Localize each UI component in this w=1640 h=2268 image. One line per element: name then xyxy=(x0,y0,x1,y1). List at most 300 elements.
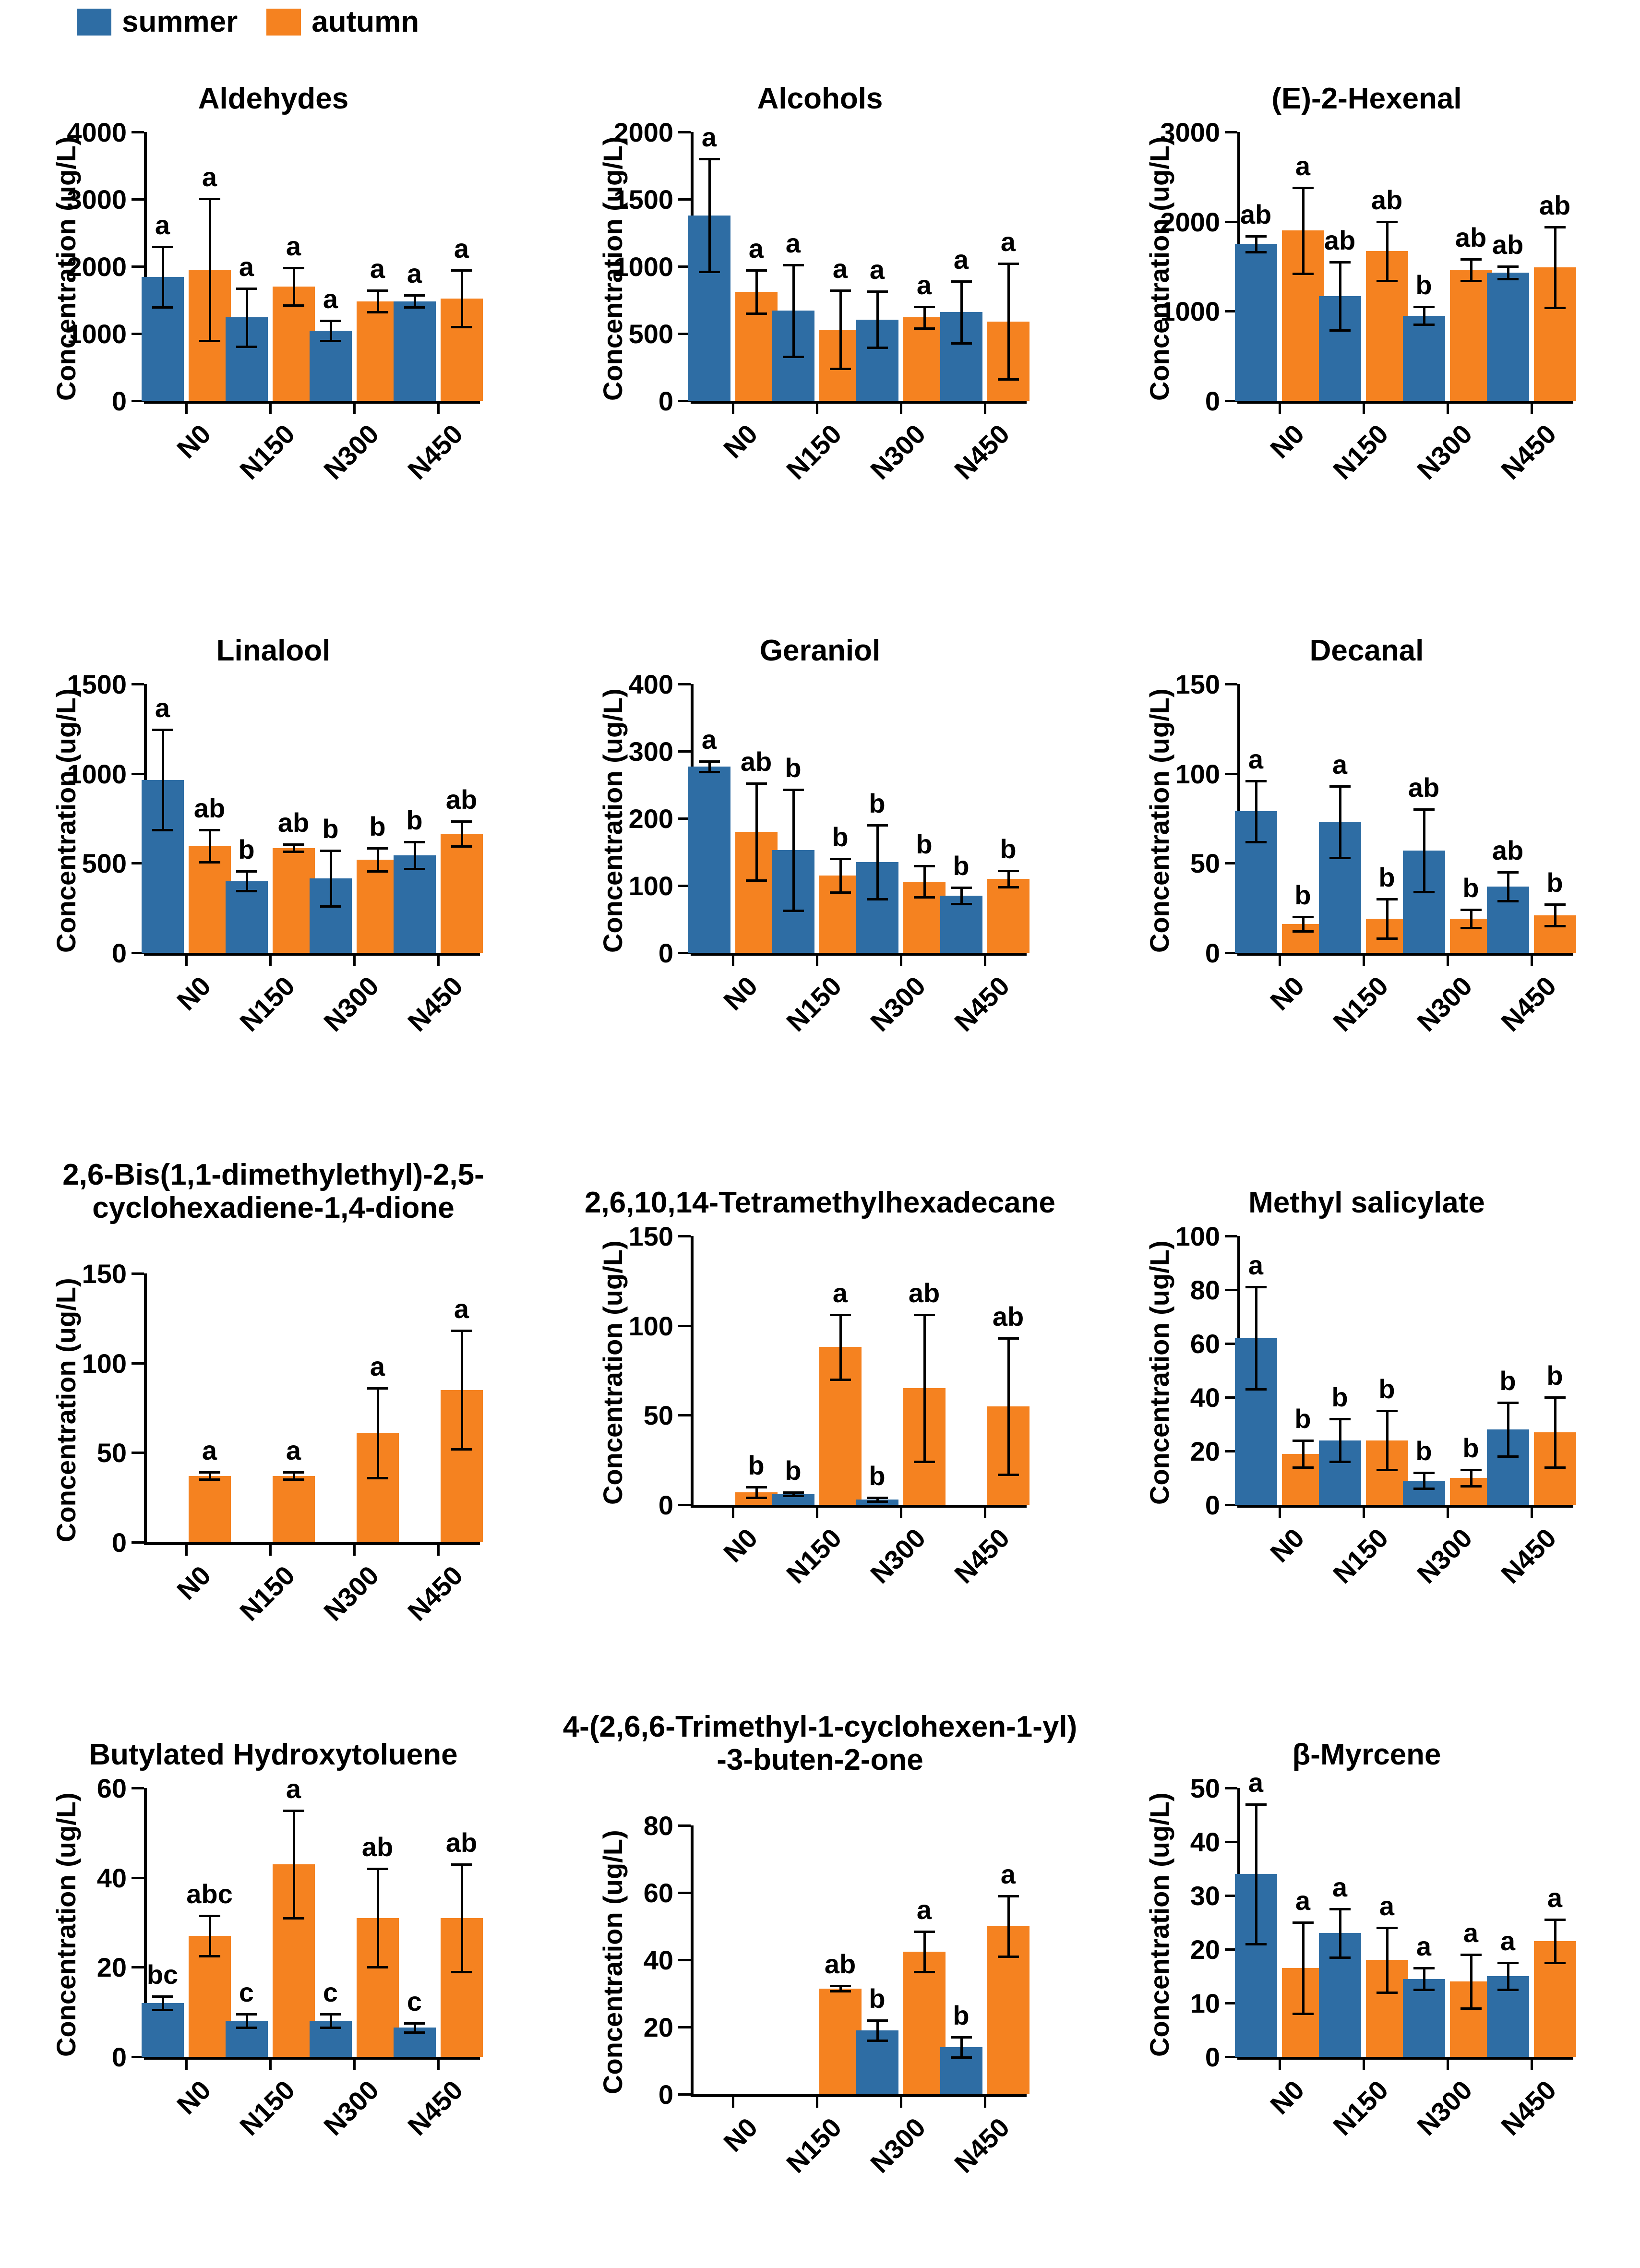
y-tick-label: 1000 xyxy=(67,319,127,349)
y-tick xyxy=(1225,1841,1237,1843)
significance-label: ab xyxy=(740,746,772,777)
y-tick xyxy=(678,2026,691,2028)
legend-label-autumn: autumn xyxy=(311,5,419,38)
plot-area xyxy=(643,1811,1027,2179)
significance-label: b xyxy=(369,811,386,841)
plot-area xyxy=(628,669,1027,1037)
y-tick-label: 60 xyxy=(643,1878,673,1908)
error-bar xyxy=(246,288,248,346)
y-tick-label: 60 xyxy=(96,1773,127,1803)
y-tick-label: 3000 xyxy=(1160,117,1220,147)
error-cap xyxy=(830,1314,851,1316)
x-tick xyxy=(185,1545,188,1556)
y-tick-label: 1000 xyxy=(67,758,127,789)
error-cap xyxy=(367,1868,388,1870)
x-tick-label-N450: N450 xyxy=(401,2074,468,2141)
significance-label: b xyxy=(1000,834,1017,864)
error-cap xyxy=(951,887,972,889)
x-tick xyxy=(437,1545,440,1556)
error-cap xyxy=(404,2022,425,2025)
x-tick-label-N450: N450 xyxy=(948,2112,1015,2179)
error-cap xyxy=(1377,1927,1398,1929)
x-tick xyxy=(185,956,188,966)
x-tick-label-N450: N450 xyxy=(1495,1522,1562,1589)
significance-label: a xyxy=(1248,1767,1264,1798)
significance-label: b xyxy=(1415,1435,1432,1466)
chart-title-alcohols: Alcohols xyxy=(757,82,883,115)
error-cap xyxy=(451,1863,472,1866)
y-tick-label: 3000 xyxy=(67,184,127,215)
error-bar xyxy=(246,2014,248,2028)
error-bar xyxy=(755,270,758,313)
bar-summer-N0 xyxy=(688,767,730,953)
significance-label: b xyxy=(953,851,970,881)
chart-title-butylated-hydroxytoluene: Butylated Hydroxytoluene xyxy=(89,1738,458,1771)
error-bar xyxy=(792,790,795,911)
x-tick xyxy=(1279,1508,1281,1518)
y-tick-label: 50 xyxy=(1190,1773,1220,1803)
x-axis-line xyxy=(1237,401,1573,404)
significance-label: a xyxy=(1379,1891,1395,1921)
error-bar xyxy=(1255,236,1257,252)
y-tick-label: 200 xyxy=(628,804,673,834)
error-bar xyxy=(708,761,711,772)
y-tick xyxy=(678,1959,691,1961)
error-cap xyxy=(199,829,220,831)
chart-title-geraniol: Geraniol xyxy=(759,634,881,667)
y-tick-label: 150 xyxy=(628,1221,673,1251)
error-cap xyxy=(951,342,972,345)
error-cap xyxy=(746,879,767,882)
bar-autumn-N300 xyxy=(903,317,946,401)
y-tick-label: 10 xyxy=(1190,1988,1220,2018)
chart-title-tetramethylhexadecane: 2,6,10,14-Tetramethylhexadecane xyxy=(584,1186,1056,1219)
bar-autumn-N300 xyxy=(357,860,399,953)
error-cap xyxy=(998,263,1019,265)
error-bar xyxy=(209,830,211,862)
x-tick-label-N150: N150 xyxy=(233,418,300,485)
y-axis-label: Concentration (ug/L) xyxy=(51,136,81,401)
error-cap xyxy=(998,1337,1019,1340)
bar-summer-N300 xyxy=(1403,316,1445,401)
error-cap xyxy=(1544,226,1566,228)
significance-label: a xyxy=(832,1278,848,1308)
error-bar xyxy=(923,307,926,328)
x-tick xyxy=(816,956,818,966)
error-cap xyxy=(367,1966,388,1968)
significance-label: a xyxy=(701,724,717,755)
bar-autumn-N450 xyxy=(987,879,1029,953)
error-bar xyxy=(1423,1968,1425,1990)
x-tick xyxy=(437,2060,440,2070)
x-tick xyxy=(984,956,986,966)
error-bar xyxy=(876,825,879,899)
error-bar xyxy=(1470,1955,1472,2008)
error-cap xyxy=(404,841,425,843)
error-bar xyxy=(414,842,416,869)
x-tick xyxy=(1279,404,1281,414)
bar-summer-N0 xyxy=(1235,244,1277,401)
y-tick-label: 0 xyxy=(111,1527,127,1558)
significance-label: b xyxy=(1546,1360,1563,1391)
significance-label: ab xyxy=(445,784,478,815)
error-cap xyxy=(1460,1469,1482,1471)
error-cap xyxy=(1377,937,1398,940)
y-tick xyxy=(1225,131,1237,133)
error-cap xyxy=(1413,1967,1435,1969)
error-cap xyxy=(951,2056,972,2059)
error-cap xyxy=(783,789,804,791)
significance-label: a xyxy=(916,1894,932,1925)
error-cap xyxy=(283,1810,304,1812)
error-cap xyxy=(1497,1455,1519,1458)
error-cap xyxy=(746,312,767,315)
error-cap xyxy=(998,378,1019,381)
significance-label: a xyxy=(202,1435,217,1466)
y-axis-label: Concentration (ug/L) xyxy=(51,688,81,953)
x-tick xyxy=(1531,404,1533,414)
significance-label: a xyxy=(1416,1931,1432,1962)
error-cap xyxy=(1329,857,1351,859)
y-tick-label: 50 xyxy=(643,1400,673,1431)
y-tick-label: 100 xyxy=(1175,758,1220,789)
y-tick-label: 40 xyxy=(96,1862,127,1893)
y-tick xyxy=(132,683,144,685)
error-cap xyxy=(199,1915,220,1917)
error-cap xyxy=(404,868,425,870)
significance-label: ab xyxy=(824,1948,856,1979)
y-tick-label: 150 xyxy=(82,1259,127,1289)
error-bar xyxy=(839,1315,842,1379)
x-tick xyxy=(900,956,902,966)
error-cap xyxy=(451,1971,472,1973)
significance-label: a xyxy=(407,258,422,289)
y-tick-label: 0 xyxy=(1205,2042,1220,2072)
y-tick xyxy=(132,198,144,201)
y-tick-label: 40 xyxy=(1190,1382,1220,1413)
error-cap xyxy=(914,1971,935,1973)
significance-label: a xyxy=(286,1435,301,1466)
error-cap xyxy=(1544,903,1566,906)
error-cap xyxy=(152,246,173,248)
y-tick-label: 20 xyxy=(96,1952,127,1983)
significance-label: a xyxy=(1248,744,1264,774)
y-tick-label: 2000 xyxy=(613,117,673,147)
y-tick xyxy=(132,1787,144,1789)
error-bar xyxy=(1339,262,1341,330)
y-tick xyxy=(1225,1235,1237,1237)
error-cap xyxy=(998,1956,1019,1958)
chart-title-decanal: Decanal xyxy=(1309,634,1424,667)
x-tick-label-N0: N0 xyxy=(170,970,216,1016)
x-tick xyxy=(900,2097,902,2108)
error-cap xyxy=(1245,251,1267,253)
y-tick xyxy=(678,1504,691,1506)
y-axis-label: Concentration (ug/L) xyxy=(598,1240,628,1505)
x-tick-label-N450: N450 xyxy=(1495,970,1562,1037)
x-tick-label-N300: N300 xyxy=(317,1560,384,1627)
error-cap xyxy=(1245,1388,1267,1391)
error-cap xyxy=(830,368,851,370)
significance-label: a xyxy=(1332,749,1348,780)
significance-label: b xyxy=(238,834,255,865)
error-cap xyxy=(320,905,341,908)
error-cap xyxy=(1329,1908,1351,1910)
error-bar xyxy=(1007,1338,1010,1475)
error-bar xyxy=(461,270,463,327)
y-tick-label: 2000 xyxy=(67,252,127,282)
y-tick xyxy=(678,1414,691,1416)
error-cap xyxy=(367,847,388,850)
y-tick-label: 80 xyxy=(1190,1275,1220,1305)
x-tick-label-N300: N300 xyxy=(864,970,931,1037)
significance-label: a xyxy=(155,210,170,240)
x-tick xyxy=(900,1508,902,1518)
significance-label: a xyxy=(953,244,969,275)
significance-label: ab xyxy=(1455,222,1487,253)
significance-label: ab xyxy=(992,1301,1024,1332)
x-axis-line xyxy=(144,401,480,404)
x-tick xyxy=(732,404,734,414)
error-cap xyxy=(152,306,173,309)
significance-label: b xyxy=(1294,1403,1311,1434)
x-tick xyxy=(269,404,272,414)
plot-area xyxy=(1175,669,1573,1037)
error-cap xyxy=(1245,1803,1267,1806)
error-bar xyxy=(293,268,295,305)
x-tick xyxy=(816,404,818,414)
error-cap xyxy=(451,326,472,328)
error-bar xyxy=(1554,1920,1556,1963)
error-cap xyxy=(746,1486,767,1488)
chart-panel-tetramethylhexadecane xyxy=(547,1150,1093,1702)
bar-autumn-N0 xyxy=(189,1476,231,1542)
error-cap xyxy=(699,771,720,773)
significance-label: ab xyxy=(1371,184,1403,215)
significance-label: a xyxy=(916,270,932,300)
chart-title-bis-dimethylethyl-cyclohexadiene-dione: 2,6-Bis(1,1-dimethylethyl)-2,5- cyclohexadiene-1,4-dione xyxy=(62,1158,484,1225)
significance-label: a xyxy=(202,161,217,192)
error-cap xyxy=(914,1461,935,1463)
x-tick-label-N150: N150 xyxy=(1327,1522,1394,1589)
error-cap xyxy=(236,2013,257,2016)
error-cap xyxy=(1329,785,1351,788)
error-cap xyxy=(830,1379,851,1381)
significance-label: a xyxy=(701,122,717,152)
significance-label: b xyxy=(1462,873,1479,903)
x-tick-label-N300: N300 xyxy=(864,1522,931,1589)
error-cap xyxy=(1497,1402,1519,1404)
significance-label: a xyxy=(370,1351,385,1381)
error-cap xyxy=(914,306,935,308)
y-axis-label: Concentration (ug/L) xyxy=(598,688,628,953)
error-cap xyxy=(1245,235,1267,238)
x-tick xyxy=(984,2097,986,2108)
error-cap xyxy=(1377,1410,1398,1412)
error-cap xyxy=(236,870,257,873)
error-cap xyxy=(867,1500,888,1503)
x-tick-label-N0: N0 xyxy=(1264,2074,1310,2120)
y-tick-label: 0 xyxy=(658,938,673,968)
error-cap xyxy=(998,1474,1019,1476)
plot-area xyxy=(67,117,480,485)
chart-title-linalool: Linalool xyxy=(216,634,331,667)
y-tick xyxy=(678,198,691,201)
x-tick-label-N300: N300 xyxy=(317,970,384,1037)
error-cap xyxy=(283,1478,304,1481)
significance-label: a xyxy=(1547,1883,1563,1913)
chart-panel-alcohols xyxy=(547,46,1093,598)
x-axis-line xyxy=(691,1505,1027,1508)
plot-area xyxy=(82,1259,480,1627)
error-bar xyxy=(377,1388,379,1478)
error-bar xyxy=(1470,259,1472,281)
error-cap xyxy=(199,198,220,200)
significance-label: a xyxy=(1332,1872,1348,1902)
y-axis-label: Concentration (ug/L) xyxy=(1144,688,1174,953)
x-tick-label-N300: N300 xyxy=(1411,1522,1478,1589)
error-bar xyxy=(1554,904,1556,926)
error-bar xyxy=(1302,917,1305,931)
error-bar xyxy=(246,871,248,891)
error-bar xyxy=(1507,872,1509,901)
error-bar xyxy=(1007,871,1010,887)
error-cap xyxy=(152,1995,173,1998)
error-cap xyxy=(152,2009,173,2011)
x-tick xyxy=(1447,1508,1449,1518)
error-cap xyxy=(783,910,804,912)
error-bar xyxy=(1507,1403,1509,1456)
y-tick-label: 100 xyxy=(628,871,673,901)
error-bar xyxy=(923,866,926,897)
bar-autumn-N450 xyxy=(441,834,483,953)
legend-item-summer xyxy=(77,5,238,39)
y-tick-label: 20 xyxy=(643,2012,673,2042)
error-cap xyxy=(1544,307,1566,309)
error-cap xyxy=(199,1955,220,1957)
error-bar xyxy=(330,321,332,341)
x-tick xyxy=(1279,2060,1281,2070)
y-tick-label: 0 xyxy=(658,2079,673,2110)
error-cap xyxy=(1544,1396,1566,1399)
x-tick-label-N450: N450 xyxy=(401,418,468,485)
y-axis-label: Concentration (ug/L) xyxy=(1144,1792,1174,2057)
y-tick xyxy=(132,1541,144,1544)
error-cap xyxy=(1497,1989,1519,1991)
y-tick-label: 1000 xyxy=(1160,296,1220,327)
plot-area xyxy=(628,1221,1027,1589)
y-tick xyxy=(678,683,691,685)
x-tick xyxy=(1531,1508,1533,1518)
error-cap xyxy=(867,1497,888,1499)
error-cap xyxy=(1413,1472,1435,1474)
x-tick-label-N150: N150 xyxy=(780,418,847,485)
error-cap xyxy=(236,346,257,348)
significance-label: b xyxy=(406,804,423,835)
error-cap xyxy=(699,158,720,160)
error-cap xyxy=(783,1491,804,1494)
significance-label: b xyxy=(1546,867,1563,898)
error-cap xyxy=(1497,900,1519,902)
chart-panel-beta-myrcene xyxy=(1093,1702,1640,2254)
error-bar xyxy=(960,2037,963,2057)
significance-label: ab xyxy=(1408,772,1440,803)
x-tick-label-N150: N150 xyxy=(233,970,300,1037)
x-tick-label-N450: N450 xyxy=(948,418,1015,485)
x-tick xyxy=(732,956,734,966)
x-tick-label-N450: N450 xyxy=(401,1560,468,1627)
error-cap xyxy=(451,1330,472,1332)
error-cap xyxy=(1544,1466,1566,1469)
y-tick-label: 100 xyxy=(82,1348,127,1379)
significance-label: a xyxy=(155,693,170,723)
error-cap xyxy=(320,2027,341,2029)
error-cap xyxy=(320,320,341,322)
x-tick xyxy=(353,1545,356,1556)
error-cap xyxy=(699,760,720,763)
significance-label: ab xyxy=(1240,199,1272,229)
error-bar xyxy=(461,1864,463,1972)
error-bar xyxy=(1302,1922,1305,2014)
error-bar xyxy=(1423,307,1425,324)
significance-label: b xyxy=(785,1455,802,1486)
y-tick-label: 1500 xyxy=(67,669,127,699)
chart-panel-e-2-hexenal xyxy=(1093,46,1640,598)
error-cap xyxy=(914,327,935,330)
error-cap xyxy=(914,1931,935,1933)
significance-label: a xyxy=(454,233,469,264)
error-cap xyxy=(1497,1962,1519,1964)
error-cap xyxy=(1293,1440,1314,1442)
significance-label: a xyxy=(1000,227,1016,257)
y-tick-label: 400 xyxy=(628,669,673,699)
error-cap xyxy=(283,267,304,269)
significance-label: a xyxy=(785,228,801,259)
error-cap xyxy=(951,2036,972,2039)
error-cap xyxy=(1413,306,1435,308)
significance-label: abc xyxy=(186,1879,233,1909)
x-tick-label-N150: N150 xyxy=(233,2074,300,2141)
x-tick-label-N150: N150 xyxy=(780,970,847,1037)
error-bar xyxy=(377,1869,379,1967)
error-bar xyxy=(1339,1909,1341,1957)
error-cap xyxy=(1460,2007,1482,2010)
bar-autumn-N150 xyxy=(273,1476,315,1542)
x-tick-label-N450: N450 xyxy=(1495,418,1562,485)
x-tick xyxy=(185,2060,188,2070)
x-axis-line xyxy=(691,401,1027,404)
y-tick-label: 60 xyxy=(1190,1329,1220,1359)
error-cap xyxy=(867,347,888,349)
error-cap xyxy=(152,729,173,731)
error-bar xyxy=(377,290,379,312)
error-cap xyxy=(1329,329,1351,332)
significance-label: b xyxy=(1331,1381,1348,1412)
chart-panel-geraniol xyxy=(547,598,1093,1150)
error-cap xyxy=(283,1471,304,1474)
significance-label: b xyxy=(953,2000,970,2030)
error-cap xyxy=(1293,2013,1314,2015)
x-tick-label-N300: N300 xyxy=(1411,418,1478,485)
y-tick xyxy=(132,773,144,775)
chart-panel-linalool xyxy=(0,598,547,1150)
error-bar xyxy=(1386,1928,1389,1992)
error-cap xyxy=(867,898,888,900)
error-bar xyxy=(377,848,379,872)
error-cap xyxy=(367,289,388,292)
x-tick xyxy=(185,404,188,414)
significance-label: ab xyxy=(193,793,226,824)
